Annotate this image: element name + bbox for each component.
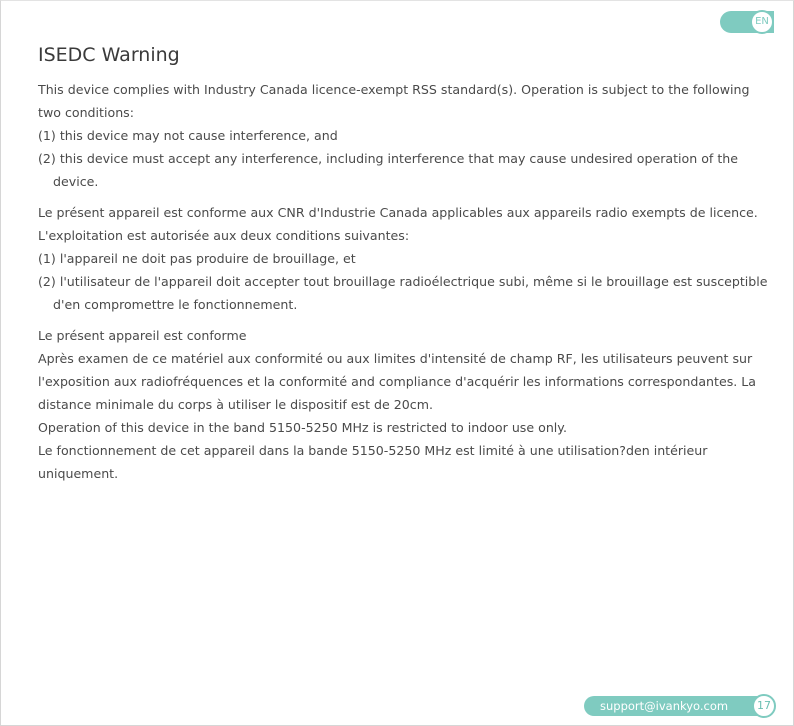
rf-line-2: Après examen de ce matériel aux conformité ou aux limites d'intensité de champ RF, les utilisateurs peuvent sur l'exposition aux radiofréquences et la conformité and compliance d'acquérir les informations correspondantes. La distance minimale du corps à utiliser le dispositif est de 20cm.	[38, 351, 757, 412]
english-section	[38, 78, 773, 193]
rf-line-1: Le présent appareil est conforme	[38, 328, 247, 343]
language-tab	[720, 11, 774, 33]
french-condition-1: (1) l'appareil ne doit pas produire de brouillage, et	[38, 251, 356, 266]
document-body	[38, 78, 773, 493]
footer	[584, 696, 776, 716]
rf-line-3: Operation of this device in the band 5150-5250 MHz is restricted to indoor use only.	[38, 420, 567, 435]
rf-line-4: Le fonctionnement de cet appareil dans la bande 5150-5250 MHz est limité à une utilisation?den intérieur uniquement.	[38, 443, 708, 481]
support-email: support@ivankyo.com	[584, 696, 764, 716]
french-intro: Le présent appareil est conforme aux CNR d'Industrie Canada applicables aux appareils radio exempts de licence. L'exploitation est autorisée aux deux conditions suivantes:	[38, 205, 758, 243]
french-section	[38, 201, 773, 316]
page-number: 17	[752, 694, 776, 718]
english-intro: This device complies with Industry Canada licence-exempt RSS standard(s). Operation is subject to the following two conditions:	[38, 82, 750, 120]
english-condition-1: (1) this device may not cause interference, and	[38, 128, 338, 143]
language-badge: EN	[750, 10, 774, 34]
english-condition-2: (2) this device must accept any interference, including interference that may cause undesired operation of the device.	[38, 151, 739, 189]
french-condition-2: (2) l'utilisateur de l'appareil doit accepter tout brouillage radioélectrique subi, même si le brouillage est susceptible d'en compromettre le fonctionnement.	[38, 274, 768, 312]
rf-section	[38, 324, 773, 485]
page-title: ISEDC Warning	[38, 44, 180, 66]
